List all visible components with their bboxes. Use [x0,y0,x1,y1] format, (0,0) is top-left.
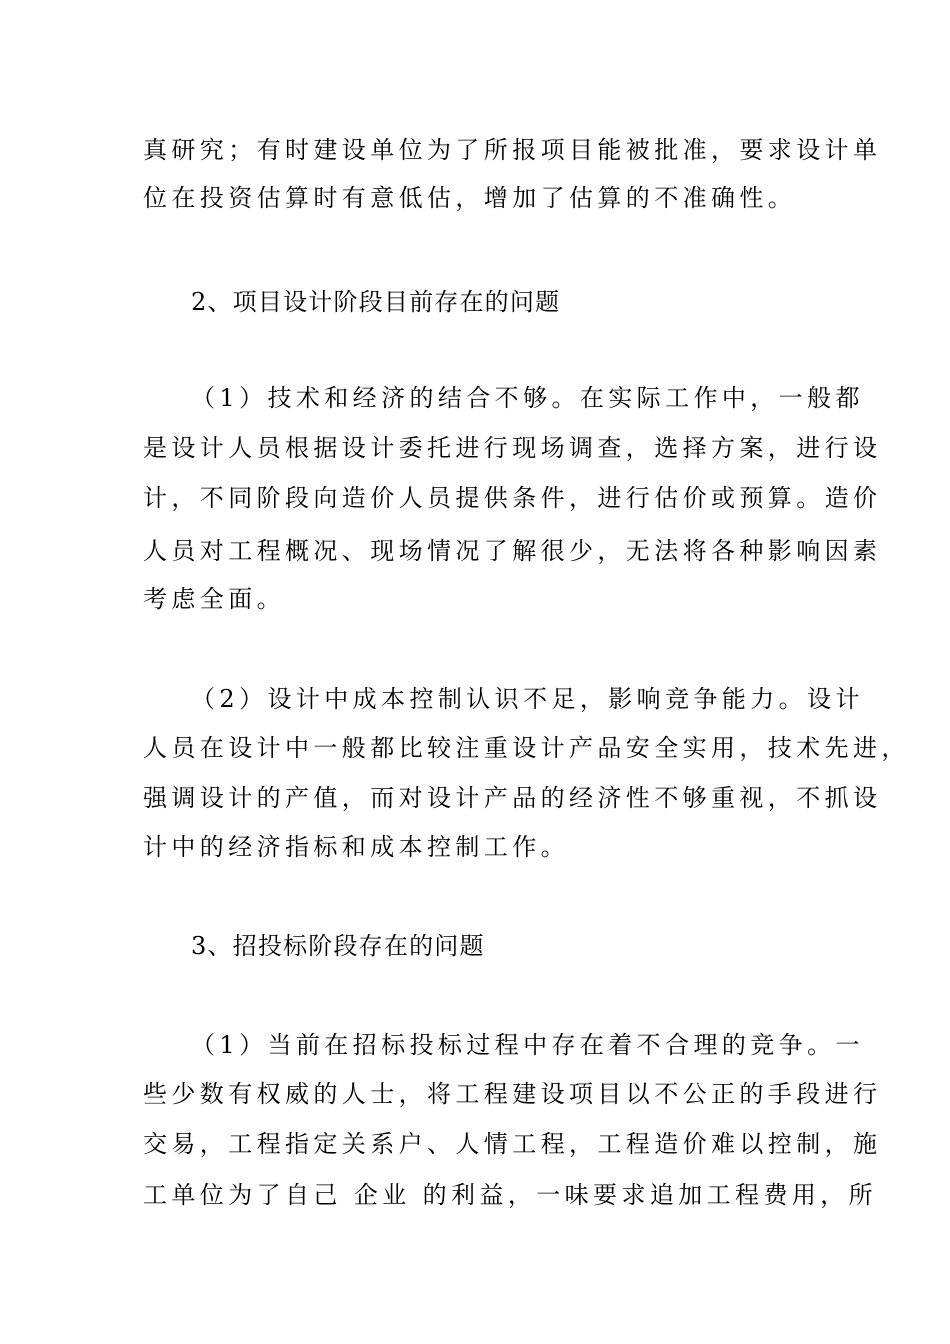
paragraph-line: （2）设计中成本控制认识不足，影响竞争能力。设计 [191,685,864,713]
paragraph-line: 计中的经济指标和成本控制工作。 [143,833,569,861]
section-heading: 2、项目设计阶段目前存在的问题 [191,288,561,316]
paragraph-line: 考虑全面。 [143,585,285,613]
paragraph-line: 是设计人员根据设计委托进行现场调查，选择方案，进行设 [143,434,882,462]
section-heading: 3、招投标阶段存在的问题 [191,932,485,960]
paragraph-line: 些少数有权威的人士，将工程建设项目以不公正的手段进行 [143,1080,882,1108]
paragraph-line: 人员对工程概况、现场情况了解很少，无法将各种影响因素 [143,537,882,565]
paragraph-line: （1）当前在招标投标过程中存在着不合理的竞争。一 [191,1031,864,1059]
paragraph-line: 人员在设计中一般都比较注重设计产品安全实用，技术先进， [143,734,910,762]
paragraph-line: 位在投资估算时有意低估，增加了估算的不准确性。 [143,184,797,212]
paragraph-line: 强调设计的产值，而对设计产品的经济性不够重视，不抓设 [143,784,882,812]
paragraph-line: 真研究；有时建设单位为了所报项目能被批准，要求设计单 [143,136,882,164]
paragraph-line: 工单位为了自己 企业 的利益，一味要求追加工程费用，所 [143,1181,878,1209]
paragraph-line: 交易，工程指定关系户、人情工程，工程造价难以控制，施 [143,1130,882,1158]
paragraph-line: 计，不同阶段向造价人员提供条件，进行估价或预算。造价 [143,484,882,512]
paragraph-line: （1）技术和经济的结合不够。在实际工作中，一般都 [191,384,864,412]
